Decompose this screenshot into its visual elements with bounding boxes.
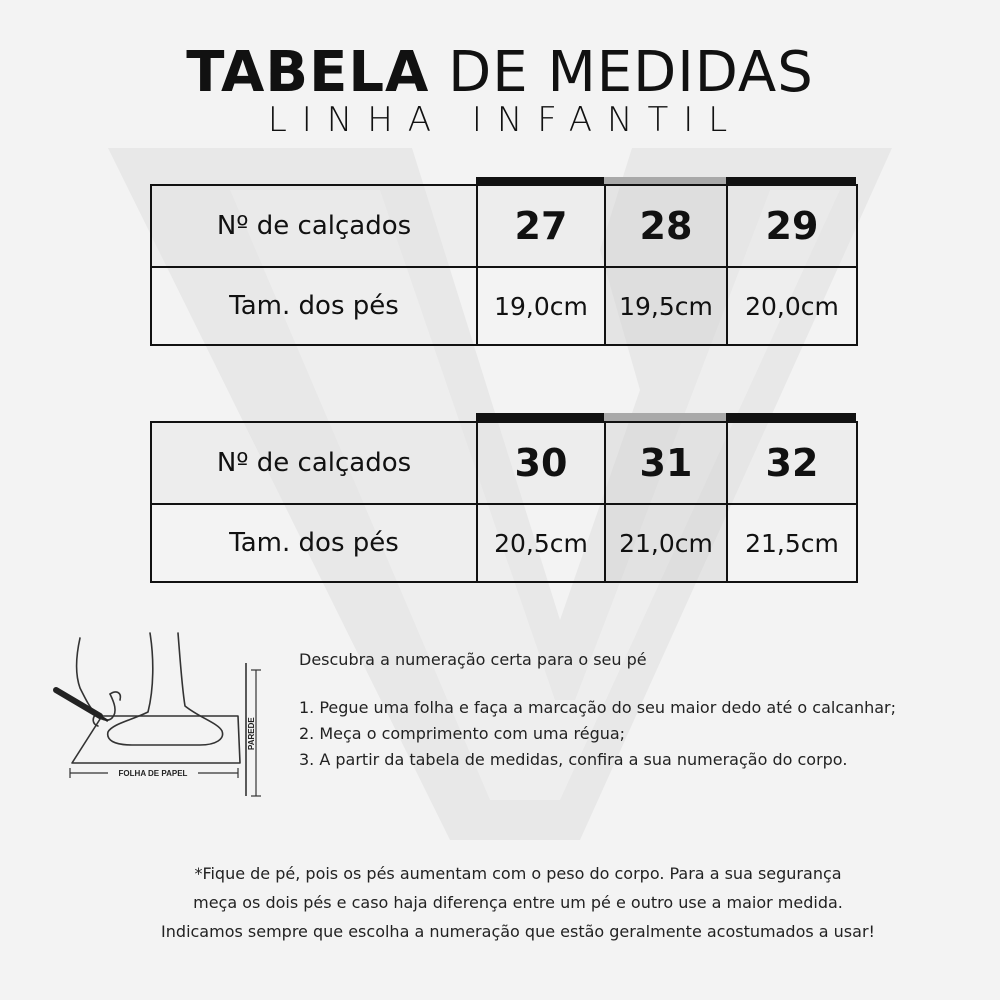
pen-icon: [56, 690, 108, 721]
instruction-step-3: 3. A partir da tabela de medidas, confira a sua numeração do corpo.: [299, 750, 848, 769]
size-header-label: Nº de calçados: [151, 185, 477, 267]
foot-icon: [108, 633, 223, 745]
size-31: 31: [605, 422, 727, 504]
size-table-1: [150, 184, 858, 346]
instructions-intro: Descubra a numeração certa para o seu pé: [299, 650, 647, 669]
size-29: 29: [727, 185, 857, 267]
foot-measure-illustration: [50, 628, 280, 803]
size-header-label: Nº de calçados: [151, 422, 477, 504]
length-29: 20,0cm: [727, 267, 857, 345]
length-30: 20,5cm: [477, 504, 605, 582]
instruction-step-1: 1. Pegue uma folha e faça a marcação do seu maior dedo até o calcanhar;: [299, 698, 896, 717]
title-light: DE MEDIDAS: [448, 40, 814, 105]
page-subtitle: LINHA INFANTIL: [267, 100, 743, 140]
footnote-line-2: meça os dois pés e caso haja diferença entre um pé e outro use a maior medida.: [193, 893, 843, 912]
footnote-line-1: *Fique de pé, pois os pés aumentam com o peso do corpo. Para a sua segurança: [194, 864, 842, 883]
length-27: 19,0cm: [477, 267, 605, 345]
size-28: 28: [605, 185, 727, 267]
length-28: 19,5cm: [605, 267, 727, 345]
size-table-2: [150, 421, 858, 583]
size-27: 27: [477, 185, 605, 267]
instructions: [299, 647, 896, 773]
instruction-step-2: 2. Meça o comprimento com uma régua;: [299, 724, 626, 743]
foot-length-label: Tam. dos pés: [151, 267, 477, 345]
table-row-sizes: [151, 185, 857, 267]
table-row-sizes: [151, 422, 857, 504]
footnote: [0, 859, 1000, 946]
length-31: 21,0cm: [605, 504, 727, 582]
title-bold: TABELA: [186, 40, 430, 105]
wall-label: PAREDE: [247, 717, 256, 750]
foot-length-label: Tam. dos pés: [151, 504, 477, 582]
size-30: 30: [477, 422, 605, 504]
size-32: 32: [727, 422, 857, 504]
footnote-line-3: Indicamos sempre que escolha a numeração que estão geralmente acostumados a usar!: [161, 922, 875, 941]
table-row-lengths: [151, 504, 857, 582]
paper-sheet-icon: [72, 716, 240, 763]
page-title: [0, 40, 1000, 106]
table-row-lengths: [151, 267, 857, 345]
length-32: 21,5cm: [727, 504, 857, 582]
paper-label: FOLHA DE PAPEL: [118, 769, 188, 778]
